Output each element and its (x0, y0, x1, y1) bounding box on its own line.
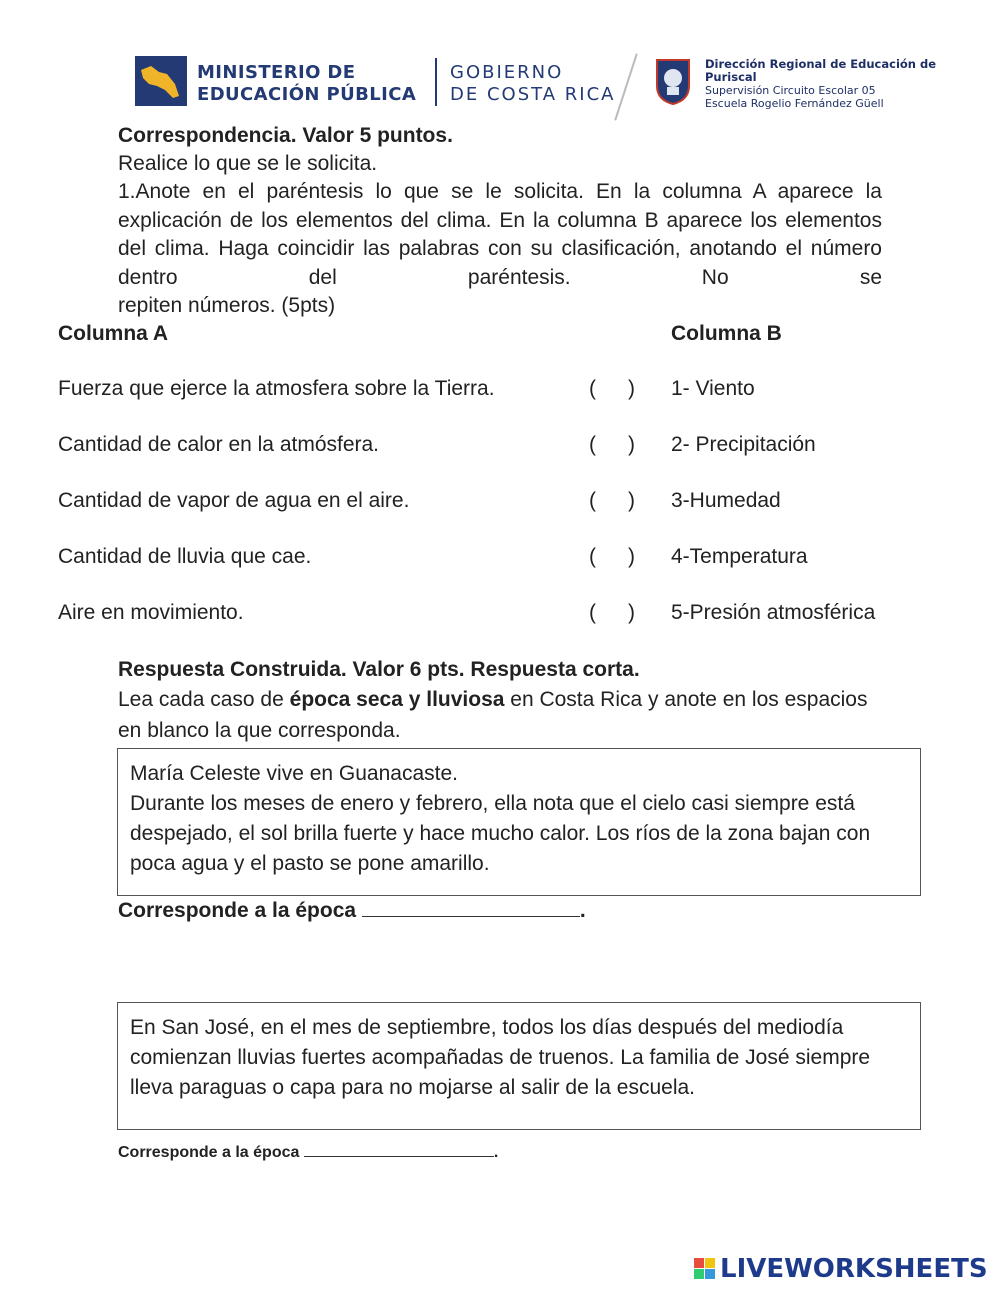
section2-title: Respuesta Construida. Valor 6 pts. Respuesta corta. (118, 658, 640, 681)
answer-blank-1[interactable] (362, 898, 580, 917)
answer-paren-close: ) (628, 601, 635, 624)
column-a-item: Fuerza que ejerce la atmosfera sobre la Tierra. (58, 377, 495, 400)
answer-paren-open[interactable]: ( (589, 489, 596, 512)
regional-direction: Dirección Regional de Educación de Puriscal Supervisión Circuito Escolar 05 Escuela Rogelio Fernández Güell (705, 57, 937, 110)
match-row (0, 431, 1000, 461)
school-emblem-icon (653, 56, 693, 106)
section2-instructions: Lea cada caso de época seca y lluviosa en Costa Rica y anote en los espacios en blanco la que corresponda. (118, 688, 868, 742)
header-divider (435, 58, 437, 106)
government-name: GOBIERNO DE COSTA RICA (450, 62, 616, 105)
mep-logo (135, 56, 187, 106)
match-row (0, 375, 1000, 405)
answer-paren-open[interactable]: ( (589, 545, 596, 568)
answer-paren-close: ) (628, 433, 635, 456)
column-b-item: 4-Temperatura (671, 545, 808, 568)
case1-text: Durante los meses de enero y febrero, ella nota que el cielo casi siempre está despejado, el sol brilla fuerte y hace mucho calor. Los ríos de la zona bajan con poca agua y el pasto se pone amarillo. (130, 792, 871, 875)
section1-subtitle: Realice lo que se le solicita. (118, 152, 378, 175)
answer-paren-close: ) (628, 489, 635, 512)
case2-text: En San José, en el mes de septiembre, todos los días después del mediodía comienzan lluvias fuertes acompañadas de truenos. La familia de José siempre lleva paraguas o capa para no mojarse al salir de la escuela. (130, 1016, 871, 1099)
page-header (135, 52, 985, 112)
column-a-item: Cantidad de calor en la atmósfera. (58, 433, 380, 456)
answer-paren-close: ) (628, 377, 635, 400)
match-row (0, 599, 1000, 629)
answer-line-2: Corresponde a la época . (118, 1144, 499, 1161)
costa-rica-map-icon (135, 56, 187, 106)
match-row (0, 487, 1000, 517)
column-a-item: Cantidad de lluvia que cae. (58, 545, 312, 568)
answer-paren-close: ) (628, 545, 635, 568)
section1-instructions: 1.Anote en el paréntesis lo que se le solicita. En la columna A aparece la explicación de los elementos del clima. En la columna B aparece los elementos del clima. Haga coincidir las palabras con su clasificación, anotando el número dentro del paréntesis. No se repiten números. (5pts) (118, 180, 882, 317)
column-b-item: 2- Precipitación (671, 433, 816, 456)
ministry-name: MINISTERIO DE EDUCACIÓN PÚBLICA (197, 62, 417, 105)
case-box-1 (117, 748, 921, 896)
column-b-item: 3-Humedad (671, 489, 781, 512)
header-slash (614, 53, 638, 120)
answer-blank-2[interactable] (304, 1142, 494, 1157)
column-a-header: Columna A (58, 322, 169, 345)
column-b-item: 1- Viento (671, 377, 755, 400)
match-row (0, 543, 1000, 573)
liveworksheets-icon (694, 1258, 716, 1280)
answer-paren-open[interactable]: ( (589, 601, 596, 624)
case-box-2 (117, 1002, 921, 1130)
column-a-item: Cantidad de vapor de agua en el aire. (58, 489, 410, 512)
column-b-item: 5-Presión atmosférica (671, 601, 876, 624)
section1-title: Correspondencia. Valor 5 puntos. (118, 124, 453, 147)
answer-paren-open[interactable]: ( (589, 433, 596, 456)
answer-line-1: Corresponde a la época . (118, 899, 586, 922)
case1-intro: María Celeste vive en Guanacaste. (130, 762, 459, 785)
answer-paren-open[interactable]: ( (589, 377, 596, 400)
column-b-header: Columna B (671, 322, 782, 345)
column-a-item: Aire en movimiento. (58, 601, 244, 624)
